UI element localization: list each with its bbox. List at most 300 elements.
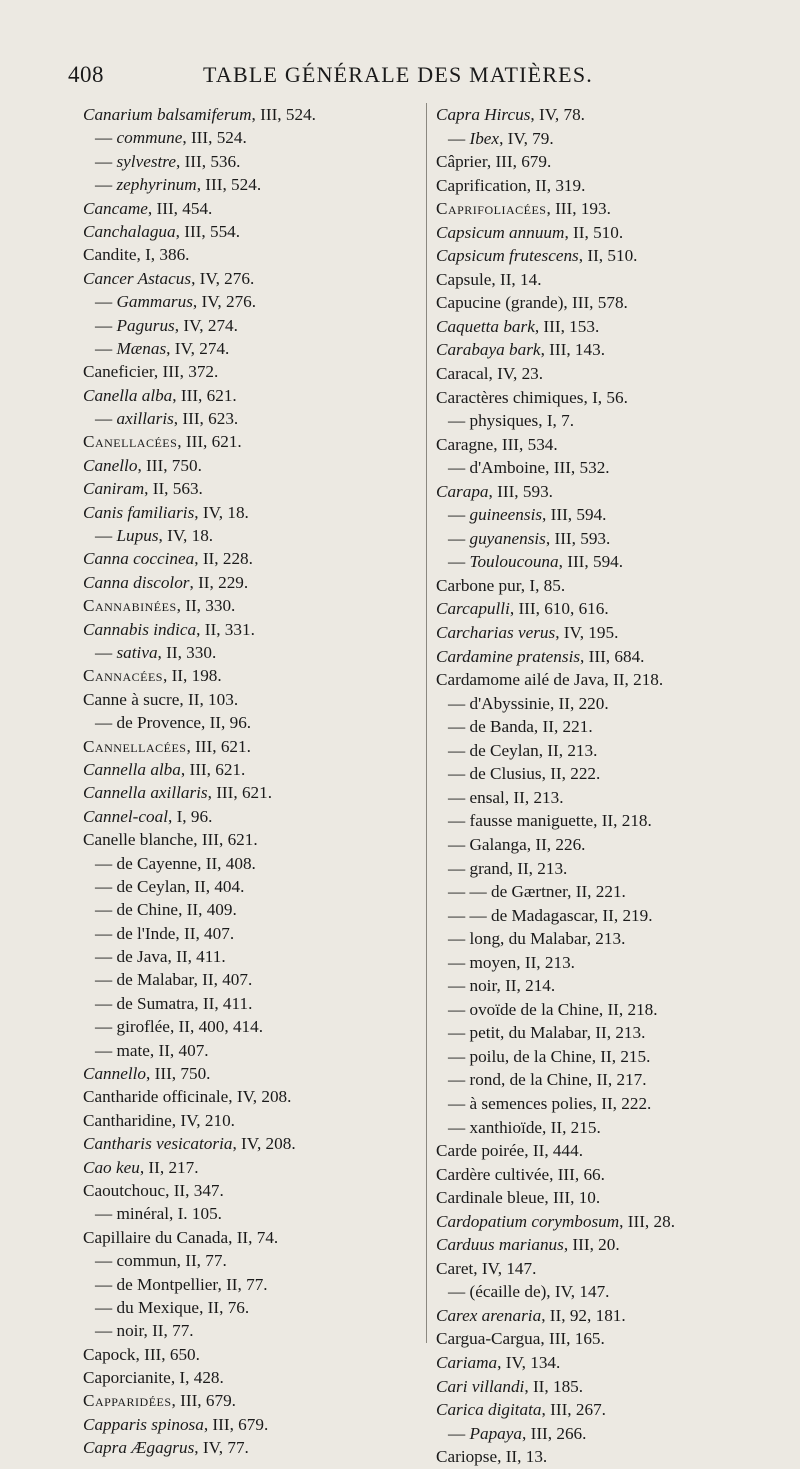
index-entry xyxy=(83,1015,418,1038)
dash-marker: — xyxy=(95,338,117,358)
entry-reference: , II, 77. xyxy=(217,1274,268,1294)
entry-term: Capock xyxy=(83,1344,136,1364)
entry-reference: , III, 621. xyxy=(180,759,246,779)
index-entry xyxy=(83,1226,418,1249)
entry-reference: , III, 750. xyxy=(137,455,202,475)
dash-marker: — xyxy=(448,552,470,572)
index-entry xyxy=(83,430,418,453)
index-entry xyxy=(436,692,736,716)
entry-reference: , I, 386. xyxy=(136,245,190,265)
entry-term: Caragne xyxy=(436,434,494,454)
index-entry xyxy=(436,1233,736,1257)
entry-reference: , IV, 79. xyxy=(499,128,554,148)
entry-reference: , IV, 208. xyxy=(228,1087,292,1107)
entry-reference: , III, 28. xyxy=(619,1211,676,1231)
entry-reference: , III, 153. xyxy=(534,316,600,336)
index-entry xyxy=(83,1413,418,1436)
entry-reference: , III, 684. xyxy=(580,646,645,666)
dash-marker: — xyxy=(95,1297,117,1317)
entry-reference: , II, 347. xyxy=(165,1180,224,1200)
entry-reference: , III, 679. xyxy=(486,152,552,172)
dash-marker: — xyxy=(95,315,117,335)
entry-reference: , IV, 78. xyxy=(530,105,585,124)
entry-term: Cannacées xyxy=(83,666,163,686)
running-title: TABLE GÉNÉRALE DES MATIÈRES. xyxy=(203,62,593,87)
entry-term: de Ceylan xyxy=(116,876,186,896)
index-entry xyxy=(436,268,736,292)
index-entry xyxy=(83,501,418,524)
entry-reference: , III, 593. xyxy=(545,528,611,548)
index-entry xyxy=(83,1273,418,1296)
entry-term: de Malabar xyxy=(116,970,194,990)
entry-term: de Java xyxy=(116,947,168,967)
entry-reference: , III, 536. xyxy=(175,151,241,171)
index-entry xyxy=(436,1068,736,1092)
index-entry xyxy=(436,1163,736,1187)
index-entry xyxy=(83,360,418,383)
entry-term: de Banda xyxy=(469,717,534,737)
entry-term: petit, du Malabar xyxy=(469,1023,587,1043)
index-entry xyxy=(83,1132,418,1155)
index-entry xyxy=(83,758,418,781)
entry-reference: , II, 404. xyxy=(185,876,245,896)
entry-reference: , II, 220. xyxy=(549,693,609,713)
index-entry xyxy=(436,739,736,763)
entry-term: Caporcianite xyxy=(83,1368,171,1388)
index-entry xyxy=(436,1139,736,1163)
entry-term: long, du Malabar xyxy=(469,929,587,949)
entry-reference: , II, 14. xyxy=(491,269,542,289)
entry-term: Cariama xyxy=(436,1352,498,1372)
dash-marker: — xyxy=(448,740,470,760)
page-header xyxy=(68,62,728,98)
entry-term: (écaille de) xyxy=(469,1282,547,1302)
index-entry xyxy=(83,197,418,220)
dash-marker: — xyxy=(448,764,470,784)
entry-term: noir xyxy=(116,1321,144,1341)
entry-reference: , II, 407. xyxy=(175,923,235,943)
entry-term: ovoïde de la Chine xyxy=(469,999,599,1019)
index-entry xyxy=(436,409,736,433)
index-entry xyxy=(83,173,418,196)
index-entry xyxy=(436,645,736,669)
entry-term: Cardinale bleue xyxy=(436,1188,545,1208)
dash-marker: — xyxy=(95,151,117,171)
entry-term: Cancame xyxy=(83,198,148,218)
entry-term: giroflée xyxy=(116,1017,170,1037)
entry-reference: , II, 92, 181. xyxy=(541,1305,626,1325)
entry-reference: , IV, 208. xyxy=(232,1134,296,1154)
entry-reference: , II, 229. xyxy=(189,572,249,592)
index-entry xyxy=(83,571,418,594)
index-entry xyxy=(83,945,418,968)
entry-reference: , II, 76. xyxy=(199,1297,250,1317)
entry-term: de Montpellier xyxy=(116,1274,218,1294)
entry-reference: , II, 409. xyxy=(178,900,237,920)
entry-term: minéral xyxy=(116,1204,169,1224)
entry-reference: , IV, 18. xyxy=(158,526,214,546)
entry-reference: , II, 77. xyxy=(176,1251,227,1271)
entry-reference: , II, 411. xyxy=(167,947,226,967)
index-entry xyxy=(83,805,418,828)
entry-term: moyen xyxy=(469,952,517,972)
index-entry xyxy=(83,290,418,313)
index-entry xyxy=(83,384,418,407)
entry-term: Capparidées xyxy=(83,1391,172,1411)
entry-reference: , II, 228. xyxy=(194,549,253,569)
entry-reference: , II, 411. xyxy=(194,993,253,1013)
entry-reference: , III, 594. xyxy=(542,505,607,525)
entry-reference: , II, 330. xyxy=(157,642,217,662)
index-entry xyxy=(83,1296,418,1319)
entry-term: de Provence xyxy=(116,713,201,733)
index-entry xyxy=(83,103,418,126)
index-entry xyxy=(83,664,418,687)
dash-marker: — xyxy=(95,175,117,195)
dash-marker: — xyxy=(95,292,117,312)
entry-term: Canello xyxy=(83,455,138,475)
dash-marker: — xyxy=(95,876,117,896)
entry-reference: , IV, 147. xyxy=(546,1282,610,1302)
entry-reference: , IV, 276. xyxy=(191,268,255,288)
dash-marker: — xyxy=(448,999,470,1019)
entry-term: de Cayenne xyxy=(116,853,198,873)
index-entry xyxy=(436,103,736,127)
dash-marker: — xyxy=(448,1023,470,1043)
index-entry xyxy=(83,641,418,664)
dash-marker: — xyxy=(448,858,470,878)
entry-reference: , II, 215. xyxy=(542,1117,601,1137)
entry-reference: , IV, 134. xyxy=(497,1352,561,1372)
index-entry xyxy=(436,951,736,975)
index-entry xyxy=(436,550,736,574)
index-entry xyxy=(83,922,418,945)
entry-term: de l'Inde xyxy=(116,923,176,943)
entry-term: Cancer Astacus xyxy=(83,268,192,288)
index-entry xyxy=(83,735,418,758)
dash-marker: — xyxy=(95,923,117,943)
index-entry xyxy=(436,433,736,457)
entry-reference: , II, 215. xyxy=(591,1046,651,1066)
entry-reference: , II, 213. xyxy=(504,787,564,807)
entry-reference: , II, 510. xyxy=(578,246,638,266)
dash-marker: — xyxy=(448,1070,470,1090)
dash-marker: — xyxy=(95,1204,117,1224)
entry-term: Ibex xyxy=(469,128,500,148)
entry-term: Caracal xyxy=(436,364,489,384)
entry-term: d'Amboine xyxy=(469,458,546,478)
index-entry xyxy=(436,1210,736,1234)
entry-reference: , IV, 210. xyxy=(171,1110,235,1130)
entry-term: Lupus xyxy=(116,526,159,546)
index-entry xyxy=(436,1021,736,1045)
index-entry xyxy=(436,1280,736,1304)
index-entry xyxy=(83,711,418,734)
entry-term: sativa xyxy=(116,642,158,662)
entry-term: de Sumatra xyxy=(116,993,195,1013)
entry-term: commun xyxy=(116,1251,177,1271)
entry-term: Canella alba xyxy=(83,385,173,405)
entry-term: Cannabis indica xyxy=(83,619,197,639)
index-entry xyxy=(83,1179,418,1202)
entry-reference: , III, 621. xyxy=(186,736,251,756)
entry-term: Canna discolor xyxy=(83,572,190,592)
entry-reference: , II, 217. xyxy=(139,1157,199,1177)
index-entry xyxy=(436,527,736,551)
entry-term: Carcapulli xyxy=(436,599,510,619)
entry-reference: , III, 621. xyxy=(172,385,237,405)
entry-reference: , II, 214. xyxy=(496,976,556,996)
entry-reference: , III, 10. xyxy=(544,1188,601,1208)
entry-reference: , IV, 18. xyxy=(194,502,249,522)
dash-marker: — xyxy=(95,900,117,920)
index-entry xyxy=(436,244,736,268)
index-entry xyxy=(83,1249,418,1272)
entry-term: — de Gærtner xyxy=(469,882,568,902)
entry-reference: , II, 213. xyxy=(516,952,575,972)
index-entry xyxy=(436,597,736,621)
index-entry xyxy=(436,1045,736,1069)
entry-reference: , IV, 195. xyxy=(555,623,619,643)
entry-reference: , III, 534. xyxy=(493,434,558,454)
index-entry xyxy=(436,338,736,362)
entry-reference: , III, 594. xyxy=(558,552,624,572)
dash-marker: — xyxy=(448,976,470,996)
dash-marker: — xyxy=(95,853,117,873)
index-entry xyxy=(83,1343,418,1366)
index-entry xyxy=(83,781,418,804)
dash-marker: — xyxy=(448,411,470,431)
entry-term: Pagurus xyxy=(116,315,175,335)
index-column-left xyxy=(83,103,418,1460)
column-divider xyxy=(426,103,427,1343)
entry-term: à semences polies xyxy=(469,1093,593,1113)
index-entry xyxy=(436,386,736,410)
entry-term: — de Madagascar xyxy=(469,905,594,925)
entry-reference: , II, 13. xyxy=(497,1447,548,1467)
entry-term: Cardère cultivée xyxy=(436,1164,550,1184)
entry-reference: , III, 193. xyxy=(546,199,611,219)
entry-term: Capillaire du Canada xyxy=(83,1227,229,1247)
dash-marker: — xyxy=(448,505,470,525)
entry-term: axillaris xyxy=(116,409,174,429)
entry-term: de Ceylan xyxy=(469,740,539,760)
entry-term: Capucine (grande) xyxy=(436,293,564,313)
index-entry xyxy=(436,1092,736,1116)
index-entry xyxy=(83,992,418,1015)
entry-reference: , III, 532. xyxy=(545,458,610,478)
entry-reference: , III, 524. xyxy=(251,105,316,124)
entry-term: Cardamome ailé de Java xyxy=(436,670,605,690)
index-entry xyxy=(83,828,418,851)
index-entry xyxy=(436,362,736,386)
entry-term: Papaya xyxy=(469,1423,522,1443)
index-entry xyxy=(83,150,418,173)
entry-reference: , I, 85. xyxy=(520,575,566,595)
entry-term: Caractères chimiques xyxy=(436,387,584,407)
index-entry xyxy=(436,762,736,786)
entry-reference: , III, 524. xyxy=(196,175,262,195)
entry-term: Cantharidine xyxy=(83,1110,172,1130)
index-entry xyxy=(436,974,736,998)
entry-term: Cariopse xyxy=(436,1447,498,1467)
entry-reference: , II, 96. xyxy=(200,713,252,733)
entry-term: Carex arenaria xyxy=(436,1305,542,1325)
entry-reference: , III, 621. xyxy=(193,830,258,850)
index-entry xyxy=(436,809,736,833)
index-entry xyxy=(83,1109,418,1132)
entry-reference: , III, 143. xyxy=(540,340,605,360)
index-entry xyxy=(83,1085,418,1108)
dash-marker: — xyxy=(95,409,117,429)
index-entry xyxy=(436,1116,736,1140)
dash-marker: — xyxy=(448,952,470,972)
entry-reference: , IV, 77. xyxy=(194,1438,249,1458)
index-entry xyxy=(436,904,736,928)
entry-term: Cardopatium corymbosum xyxy=(436,1211,620,1231)
entry-term: Cannel-coal xyxy=(83,806,168,826)
index-entry xyxy=(436,1445,736,1469)
entry-term: Cantharide officinale xyxy=(83,1087,229,1107)
entry-term: Carica digitata xyxy=(436,1400,542,1420)
entry-term: Canelle blanche xyxy=(83,830,194,850)
entry-reference: , II, 407. xyxy=(193,970,253,990)
entry-term: Caquetta bark xyxy=(436,316,535,336)
index-entry xyxy=(83,1039,418,1062)
entry-reference: , II, 219. xyxy=(593,905,653,925)
page-number: 408 xyxy=(68,62,104,87)
dash-marker: — xyxy=(95,642,117,662)
entry-reference: , II, 218. xyxy=(598,999,658,1019)
index-entry xyxy=(436,1375,736,1399)
entry-reference: , III, 623. xyxy=(173,409,239,429)
entry-reference: , III, 679. xyxy=(171,1391,236,1411)
entry-reference: , III, 267. xyxy=(541,1400,606,1420)
entry-term: Carapa xyxy=(436,481,489,501)
entry-reference: , II, 222. xyxy=(541,764,601,784)
index-entry xyxy=(436,503,736,527)
entry-reference: , III, 621. xyxy=(177,432,242,452)
index-entry xyxy=(436,221,736,245)
index-entry xyxy=(83,337,418,360)
index-entry xyxy=(83,852,418,875)
entry-term: Cari villandi xyxy=(436,1376,525,1396)
entry-reference: , IV, 276. xyxy=(192,292,257,312)
entry-reference: , II, 563. xyxy=(144,479,203,499)
entry-term: zephyrinum xyxy=(116,175,197,195)
entry-term: Gammarus xyxy=(116,292,193,312)
entry-reference: , II, 407. xyxy=(149,1040,209,1060)
entry-reference: , I, 428. xyxy=(170,1368,224,1388)
index-entry xyxy=(436,621,736,645)
dash-marker: — xyxy=(448,458,470,478)
index-entry xyxy=(436,456,736,480)
index-entry xyxy=(83,1366,418,1389)
entry-term: Cannellacées xyxy=(83,736,187,756)
entry-reference: , II, 213. xyxy=(538,740,598,760)
dash-marker: — xyxy=(95,128,117,148)
entry-term: sylvestre xyxy=(116,151,176,171)
entry-reference: , I. 105. xyxy=(168,1204,222,1224)
index-entry xyxy=(83,968,418,991)
entry-term: Caret xyxy=(436,1258,474,1278)
entry-term: Capsicum frutescens xyxy=(436,246,579,266)
entry-reference: , II, 198. xyxy=(162,666,222,686)
dash-marker: — xyxy=(448,1093,470,1113)
index-entry xyxy=(83,477,418,500)
entry-term: Cannella alba xyxy=(83,759,181,779)
entry-reference: , II, 217. xyxy=(587,1070,647,1090)
entry-reference: , III, 593. xyxy=(488,481,553,501)
entry-term: rond, de la Chine xyxy=(469,1070,588,1090)
entry-term: d'Abyssinie xyxy=(469,693,550,713)
entry-term: Capra Hircus xyxy=(436,105,531,124)
entry-reference: , I, 96. xyxy=(167,806,213,826)
entry-reference: , III, 554. xyxy=(175,221,241,241)
entry-term: Canne à sucre xyxy=(83,689,180,709)
entry-term: Capparis spinosa xyxy=(83,1414,204,1434)
entry-term: physiques xyxy=(469,411,539,431)
entry-term: Cao keu xyxy=(83,1157,140,1177)
index-entry xyxy=(83,243,418,266)
entry-reference: , III, 524. xyxy=(182,128,247,148)
entry-reference: , III, 372. xyxy=(153,362,219,382)
dash-marker: — xyxy=(448,1282,470,1302)
entry-reference: , II, 510. xyxy=(564,222,624,242)
dash-marker: — xyxy=(448,717,470,737)
entry-reference: , II, 213. xyxy=(508,858,568,878)
dash-marker: — xyxy=(448,693,470,713)
dash-marker: — xyxy=(95,970,117,990)
entry-term: Caprifoliacées xyxy=(436,199,547,219)
entry-term: de Chine xyxy=(116,900,179,920)
entry-term: Câprier xyxy=(436,152,487,172)
dash-marker: — xyxy=(95,1274,117,1294)
entry-term: Caneficier xyxy=(83,362,154,382)
entry-reference: , II, 74. xyxy=(228,1227,279,1247)
dash-marker: — xyxy=(448,1046,470,1066)
entry-reference: , II, 408. xyxy=(197,853,256,873)
index-entry xyxy=(436,1398,736,1422)
index-entry xyxy=(83,618,418,641)
entry-term: Mænas xyxy=(116,338,167,358)
entry-reference: , 213. xyxy=(586,929,626,949)
entry-term: guineensis xyxy=(469,505,543,525)
dash-marker: — xyxy=(448,905,470,925)
entry-term: de Clusius xyxy=(469,764,542,784)
entry-reference: , II, 221. xyxy=(567,882,626,902)
index-entry xyxy=(83,314,418,337)
entry-reference: , II, 77. xyxy=(143,1321,194,1341)
index-entry xyxy=(436,1422,736,1446)
index-entry xyxy=(83,126,418,149)
entry-term: Capsule xyxy=(436,269,492,289)
index-column-right xyxy=(436,103,736,1469)
entry-reference: , III, 750. xyxy=(146,1064,211,1084)
entry-term: Capra Ægagrus xyxy=(83,1438,195,1458)
index-entry xyxy=(436,1327,736,1351)
entry-reference: , II, 218. xyxy=(593,811,652,831)
entry-term: Canellacées xyxy=(83,432,178,452)
index-entry xyxy=(83,1319,418,1342)
index-entry xyxy=(436,291,736,315)
entry-term: Touloucouna xyxy=(469,552,559,572)
index-entry xyxy=(83,547,418,570)
entry-term: noir xyxy=(469,976,497,996)
entry-reference: , II, 103. xyxy=(179,689,239,709)
entry-term: commune xyxy=(116,128,183,148)
entry-term: Carabaya bark xyxy=(436,340,541,360)
